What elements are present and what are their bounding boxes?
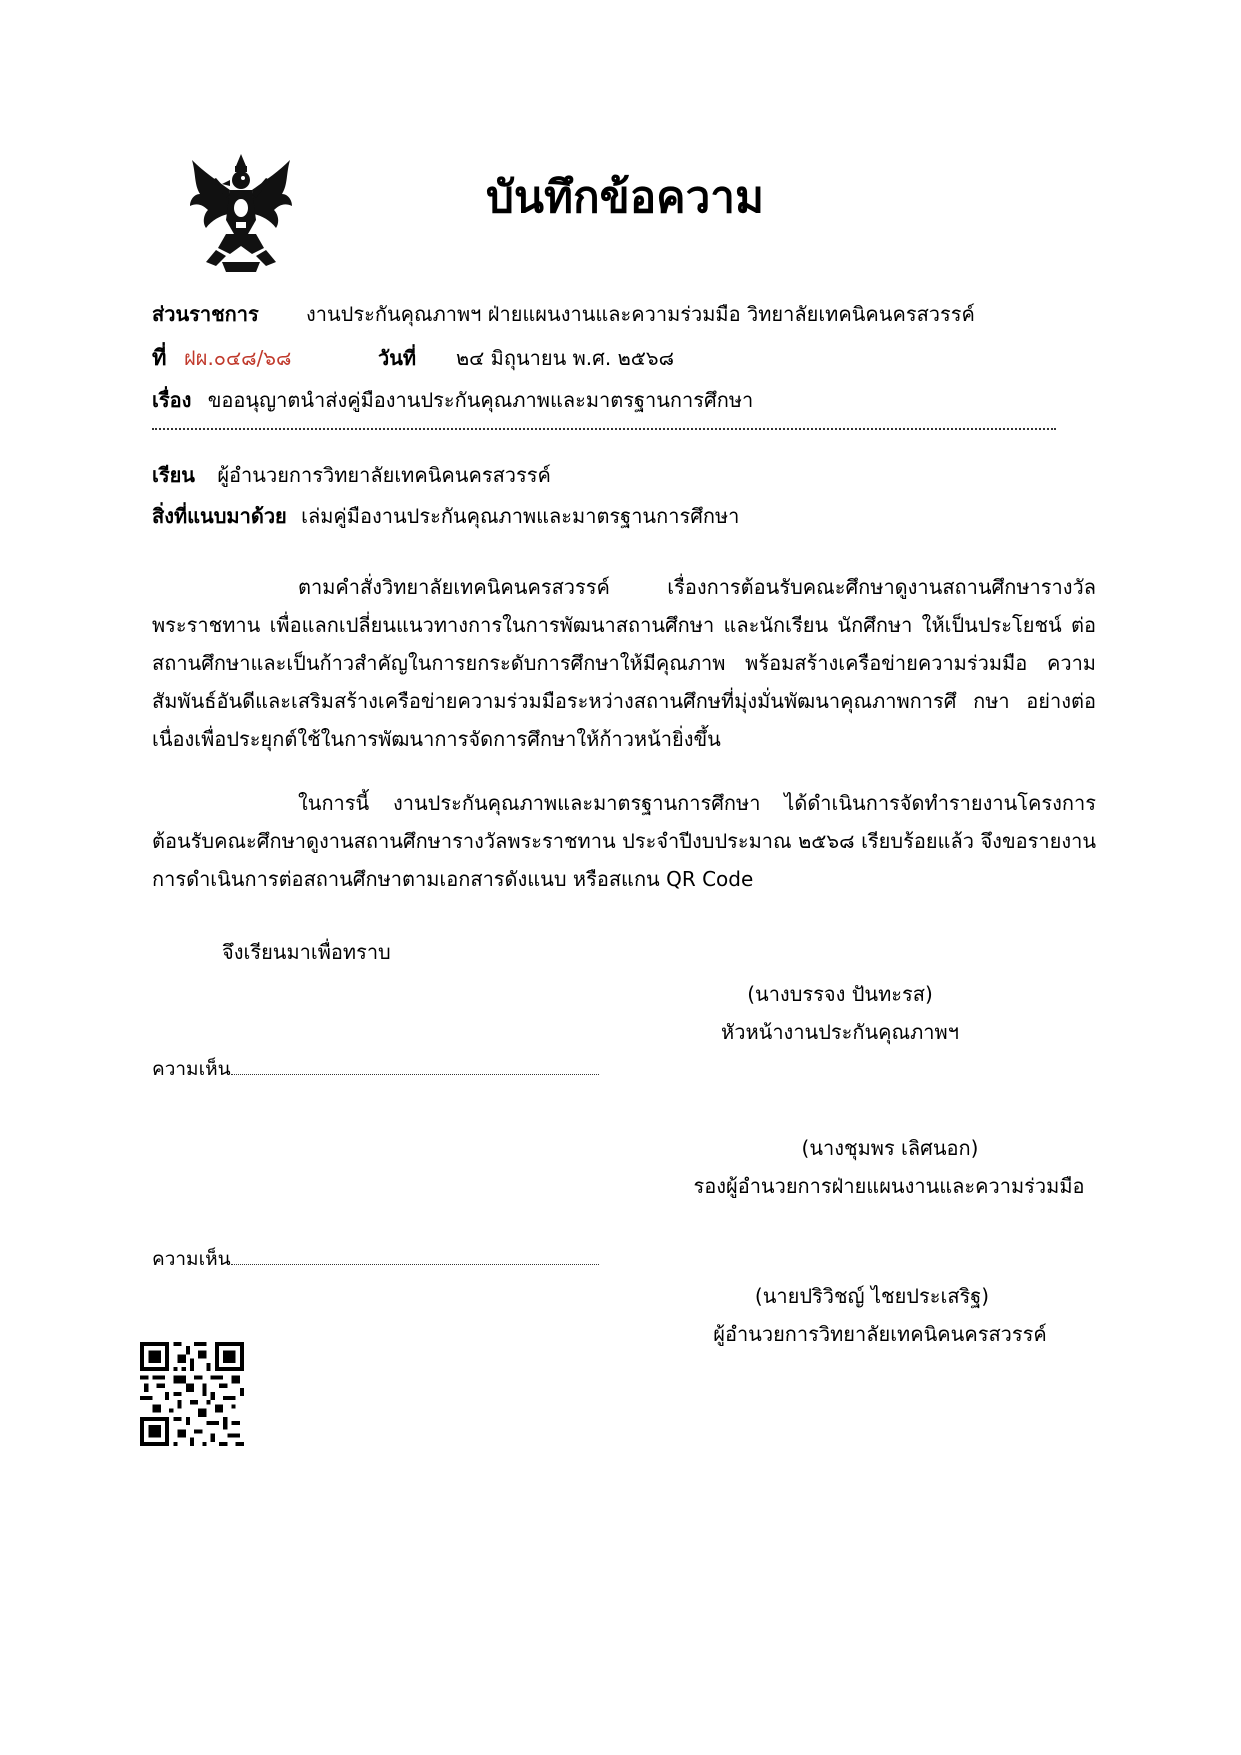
body-paragraph-2: ในการนี้ งานประกันคุณภาพและมาตรฐานการศึกษา ได้ดำเนินการจัดทำรายงานโครงการ ต้อนรับคณะศึกษาดูงานสถานศึกษารางวัลพระราชทาน ประจำปีงบประมาณ ๒๕๖๘ เรียบร้อยแล้ว จึงขอรายงานการดำเนินการต่อสถานศึกษาตามเอกสารดังแนบ หรือสแกน QR Code bbox=[152, 791, 1096, 891]
agency-value: งานประกันคุณภาพฯ ฝ่ายแผนงานและความร่วมมือ วิทยาลัยเทคนิคนครสวรรค์ bbox=[306, 302, 975, 326]
garuda-emblem-icon bbox=[186, 150, 296, 275]
signature-2-title: รองผู้อำนวยการฝ่ายแผนงานและความร่วมมือ bbox=[693, 1174, 1085, 1198]
date-label: วันที่ bbox=[378, 346, 417, 370]
separator-dotted-line bbox=[152, 424, 1056, 430]
to-row bbox=[152, 461, 551, 489]
comment-1-label: ความเห็น bbox=[152, 1058, 231, 1080]
comment-2-label: ความเห็น bbox=[152, 1248, 231, 1270]
body-paragraph-1: ตามคำสั่งวิทยาลัยเทคนิคนครสวรรค์ เรื่องการต้อนรับคณะศึกษาดูงานสถานศึกษารางวัล พระราชทาน เพื่อแลกเปลี่ยนแนวทางการในการพัฒนาสถานศึกษา และนักเรียน นักศึกษา ให้เป็นประโยชน์ ต่อสถานศึกษาและเป็นก้าวสำคัญในการยกระดับการศึกษาให้มีคุณภาพ พร้อมสร้างเครือข่ายความร่วมมือ ความสัมพันธ์อันดีและเสริมสร้างเครือข่ายความร่วมมือระหว่างสถานศึกษที่มุ่งมั่นพัฒนาคุณภาพการศึ กษา อย่างต่อเนื่องเพื่อประยุกต์ใช้ในการพัฒนาการจัดการศึกษาให้ก้าวหน้ายิ่งขึ้น bbox=[152, 575, 1096, 751]
qr-code-icon bbox=[140, 1342, 244, 1446]
to-value: ผู้อำนวยการวิทยาลัยเทคนิคนครสวรรค์ bbox=[217, 463, 551, 487]
memo-title: บันทึกข้อความ bbox=[486, 172, 765, 223]
to-label: เรียน bbox=[152, 463, 195, 487]
attachment-label: สิ่งที่แนบมาด้วย bbox=[152, 504, 287, 528]
closing-text: จึงเรียนมาเพื่อทราบ bbox=[222, 940, 391, 964]
comment-1-row bbox=[152, 1054, 599, 1084]
subject-label: เรื่อง bbox=[152, 388, 192, 412]
attachment-value: เล่มคู่มืองานประกันคุณภาพและมาตรฐานการศึกษา bbox=[301, 504, 740, 528]
date-value: ๒๔ มิถุนายน พ.ศ. ๒๕๖๘ bbox=[456, 346, 675, 370]
signature-1-title: หัวหน้างานประกันคุณภาพฯ bbox=[721, 1020, 959, 1044]
signature-2-name: (นางชุมพร เลิศนอก) bbox=[801, 1136, 979, 1160]
ref-number: ฝผ.๐๔๘/๖๘ bbox=[184, 346, 292, 370]
agency-label: ส่วนราชการ bbox=[152, 302, 259, 326]
signature-1-name: (นางบรรจง ปันทะรส) bbox=[747, 982, 933, 1006]
comment-2-dotted-line bbox=[231, 1248, 599, 1265]
comment-2-row bbox=[152, 1244, 599, 1274]
ref-row bbox=[152, 344, 167, 373]
ref-label: ที่ bbox=[152, 346, 167, 371]
comment-1-dotted-line bbox=[231, 1058, 599, 1075]
agency-row bbox=[152, 300, 259, 328]
attachment-row bbox=[152, 502, 739, 530]
signature-3-title: ผู้อำนวยการวิทยาลัยเทคนิคนครสวรรค์ bbox=[713, 1322, 1047, 1346]
signature-3-name: (นายปริวิชญ์ ไชยประเสริฐ) bbox=[754, 1284, 990, 1308]
subject-value: ขออนุญาตนำส่งคู่มืองานประกันคุณภาพและมาตรฐานการศึกษา bbox=[207, 388, 754, 412]
subject-row bbox=[152, 386, 753, 414]
